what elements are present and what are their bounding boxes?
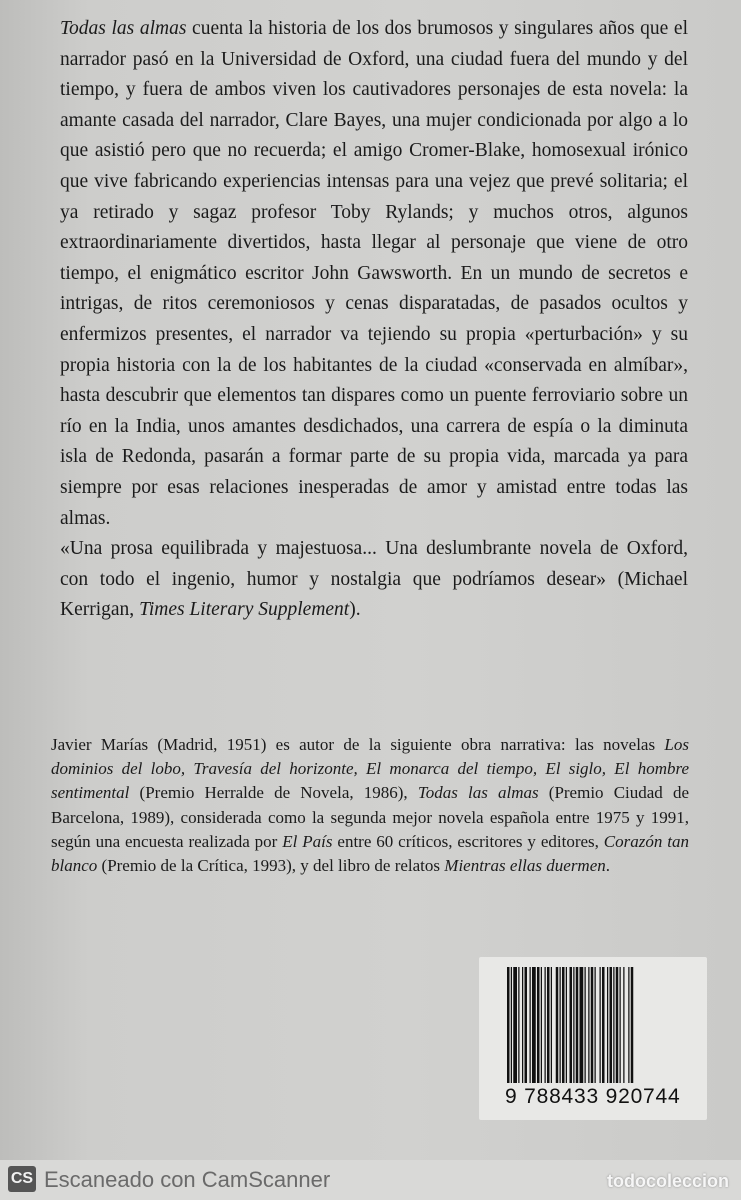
bio-text: (Premio Ciudad de Barcelona, 1989), considerada como la segunda mejor novela española entre 1975 y 1991, según una encuesta realizada por: [51, 783, 690, 851]
todocoleccion-watermark: todocoleccion: [606, 1171, 729, 1191]
bio-text: (Premio Herralde de Novela, 1986),: [129, 783, 418, 803]
scanner-footer: [0, 1160, 741, 1200]
camscanner-logo-icon: CS: [8, 1166, 36, 1192]
bio-text: Javier Marías (Madrid, 1951) es autor de la siguiente obra narrativa: las novelas: [51, 735, 665, 754]
author-bio: [51, 733, 689, 878]
isbn-digits: 9 788433 920744: [505, 1085, 681, 1108]
bio-works-italic: Corazón tan blanco: [51, 831, 689, 876]
quote-end: ).: [349, 599, 361, 621]
quote-text: «Una prosa equilibrada y majestuosa... Una deslumbrante novela de Oxford, con todo el ingenio, humor y nostalgia que podríamos desear» (Michael Kerrigan,: [60, 538, 688, 621]
bio-works-italic: El País: [282, 831, 333, 851]
bio-works-italic: Mientras ellas duermen: [444, 856, 606, 876]
author-bio-paragraph: [51, 733, 689, 878]
quote-source: Times Literary Supplement: [139, 599, 350, 621]
synopsis-paragraph: [60, 14, 688, 534]
bio-text: entre 60 críticos, escritores y editores,: [332, 831, 604, 851]
bio-text: .: [605, 856, 611, 876]
synopsis-body: cuenta la historia de los dos brumosos y singulares años que el narrador pasó en la Universidad de Oxford, una ciudad fuera del mundo y del tiempo, y fuera de ambos viven los cautivadores personajes de esta novela: la amante casada del narrador, Clare Bayes, una mujer condicionada por algo a lo que asistió pero que no recuerda; el amigo Cromer-Blake, homosexual irónico que vive fabricando experiencias intensas para una vejez que prevé solitaria; el ya retirado y sagaz profesor Toby Rylands; y muchos otros, algunos extraordinariamente divertidos, hasta llegar al personaje que viene de otro tiempo, el enigmático escritor John Gawsworth. En un mundo de secretos e intrigas, de ritos ceremoniosos y cenas disparatadas, de pasados ocultos y enfermizos presentes, el narrador va tejiendo su propia «perturbación» y su propia historia con la de los habitantes de la ciudad «conservada en almíbar», hasta descubrir que elementos tan dispares como un puente ferroviario sobre un río en la India, unos amantes desdichados, una carrera de espía o la diminuta isla de Redonda, pasarán a formar parte de su propia vida, marcada ya para siempre por esas relaciones inesperadas de amor y amistad entre todas las almas.: [60, 18, 688, 529]
synopsis-text: [60, 14, 688, 626]
camscanner-text: Escaneado con CamScanner: [44, 1167, 331, 1192]
barcode-label: [479, 957, 707, 1120]
barcode-icon: [507, 967, 679, 1085]
book-title-italic: Todas las almas: [60, 18, 187, 39]
bio-works-italic: Todas las almas: [417, 783, 539, 803]
bio-text: (Premio de la Crítica, 1993), y del libro de relatos: [97, 856, 445, 876]
bio-works-italic: Los dominios del lobo, Travesía del horizonte, El monarca del tiempo, El siglo, El hombre sentimental: [51, 735, 689, 803]
review-quote: [60, 534, 688, 626]
